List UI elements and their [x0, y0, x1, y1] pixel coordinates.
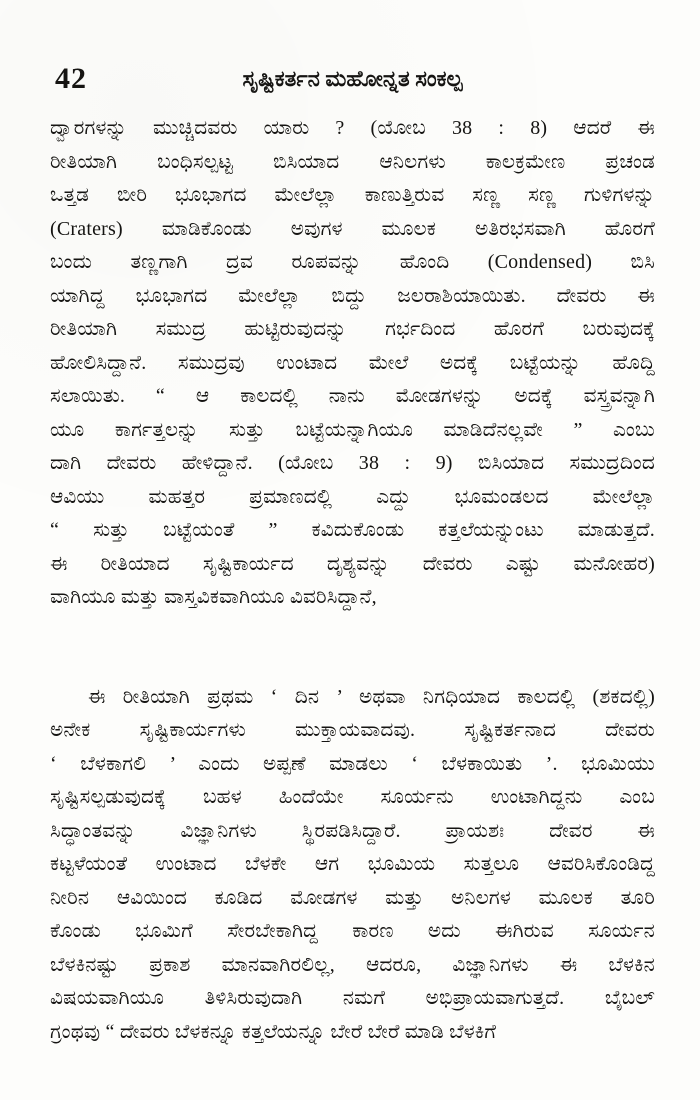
- page-number: 42: [55, 62, 87, 95]
- text-line: ದ್ವಾರಗಳನ್ನು ಮುಚ್ಚಿದವರು ಯಾರು ? (ಯೋಬ 38 : 8) ಆದರೆ ಈ: [50, 117, 655, 139]
- text-line: ರೀತಿಯಾಗಿ ಬಂಧಿಸಲ್ಪಟ್ಟ ಬಿಸಿಯಾದ ಆನಿಲಗಳು ಕಾಲಕ್ರಮೇಣ ಪ್ರಚಂಡ: [50, 150, 655, 173]
- text-line: ಗ್ರಂಥವು “ ದೇವರು ಬೆಳಕನ್ನೂ ಕತ್ತಲೆಯನ್ನೂ ಬೇರೆ ಬೇರೆ ಮಾಡಿ ಬೆಳಕಿಗೆ: [50, 1020, 497, 1043]
- text-line: “ ಸುತ್ತು ಬಟ್ಟೆಯಂತೆ ” ಕವಿದುಕೊಂಡು ಕತ್ತಲೆಯನ್ನುಂಟು ಮಾಡುತ್ತದೆ.: [50, 519, 655, 541]
- text-line: ವಾಗಿಯೂ ಮತ್ತು ವಾಸ್ತವಿಕವಾಗಿಯೂ ವಿವರಿಸಿದ್ದಾನೆ,: [50, 586, 377, 608]
- text-line: ನೀರಿನ ಆವಿಯಿಂದ ಕೂಡಿದ ಮೋಡಗಳ ಮತ್ತು ಅನಿಲಗಳ ಮೂಲಕ ತೂರಿ: [50, 886, 655, 909]
- text-line: (Craters) ಮಾಡಿಕೊಂಡು ಅವುಗಳ ಮೂಲಕ ಅತಿರಭಸವಾಗಿ ಹೊರಗೆ: [50, 217, 655, 240]
- text-line: ಆವಿಯು ಮಹತ್ತರ ಪ್ರಮಾಣದಲ್ಲಿ ಎದ್ದು ಭೂಮಂಡಲದ ಮೇಲೆಲ್ಲಾ: [50, 485, 655, 508]
- text-line: ಸೃಷ್ಟಿಸಲ್ಪಡುವುದಕ್ಕೆ ಬಹಳ ಹಿಂದೆಯೇ ಸೂರ್ಯನು ಉಂಟಾಗಿದ್ದನು ಎಂಬ: [50, 786, 655, 808]
- text-line: ರೀತಿಯಾಗಿ ಸಮುದ್ರ ಹುಟ್ಟಿರುವುದನ್ನು ಗರ್ಭದಿಂದ ಹೊರಗೆ ಬರುವುದಕ್ಕೆ: [50, 318, 655, 340]
- text-line: ಸಲಾಯಿತು. “ ಆ ಕಾಲದಲ್ಲಿ ನಾನು ಮೋಡಗಳನ್ನು ಅದಕ್ಕೆ ವಸ್ತ್ರವನ್ನಾಗಿ: [50, 385, 655, 407]
- text-line: ಬಂದು ತಣ್ಣಗಾಗಿ ದ್ರವ ರೂಪವನ್ನು ಹೊಂದಿ (Condensed) ಬಿಸಿ: [50, 251, 655, 273]
- text-line: ಸಿದ್ಧಾಂತವನ್ನು ವಿಜ್ಞಾನಿಗಳು ಸ್ಥಿರಪಡಿಸಿದ್ದಾರೆ. ಪ್ರಾಯಶಃ ದೇವರ ಈ: [50, 819, 655, 842]
- text-line: ಕೊಂಡು ಭೂಮಿಗೆ ಸೇರಬೇಕಾಗಿದ್ದ ಕಾರಣ ಅದು ಈಗಿರುವ ಸೂರ್ಯನ: [50, 920, 655, 942]
- page-title: ಸೃಷ್ಟಿಕರ್ತನ ಮಹೋನ್ನತ ಸಂಕಲ್ಪ: [242, 66, 463, 91]
- text-line: ಯಾಗಿದ್ದ ಭೂಭಾಗದ ಮೇಲೆಲ್ಲಾ ಬಿದ್ದು ಜಲರಾಶಿಯಾಯಿತು. ದೇವರು ಈ: [50, 284, 655, 307]
- text-line: ‘ ಬೆಳಕಾಗಲಿ ’ ಎಂದು ಅಪ್ಪಣೆ ಮಾಡಲು ‘ ಬೆಳಕಾಯಿತು ’. ಭೂಮಿಯು: [50, 752, 655, 775]
- text-line: ಈ ರೀತಿಯಾಗಿ ಪ್ರಥಮ ‘ ದಿನ ’ ಅಥವಾ ನಿಗಧಿಯಾದ ಕಾಲದಲ್ಲಿ (ಶಕದಲ್ಲಿ): [88, 685, 655, 708]
- text-line: ಕಟ್ಟಳೆಯಂತೆ ಉಂಟಾದ ಬೆಳಕೇ ಆಗ ಭೂಮಿಯ ಸುತ್ತಲೂ ಆವರಿಸಿಕೊಂಡಿದ್ದ: [50, 853, 655, 875]
- text-line: ಬೆಳಕಿನಷ್ಟು ಪ್ರಕಾಶ ಮಾನವಾಗಿರಲಿಲ್ಲ, ಆದರೂ, ವಿಜ್ಞಾನಿಗಳು ಈ ಬೆಳಕಿನ: [50, 953, 655, 976]
- page-header: [0, 0, 700, 106]
- text-line: ಹೋಲಿಸಿದ್ದಾನೆ. ಸಮುದ್ರವು ಉಂಟಾದ ಮೇಲೆ ಅದಕ್ಕೆ ಬಟ್ಟೆಯನ್ನು ಹೊದ್ದಿ: [50, 351, 655, 374]
- text-line: ಅನೇಕ ಸೃಷ್ಟಿಕಾರ್ಯಗಳು ಮುಕ್ತಾಯವಾದವು. ಸೃಷ್ಟಿಕರ್ತನಾದ ದೇವರು: [50, 719, 655, 741]
- text-line: ಒತ್ತಡ ಬೀರಿ ಭೂಭಾಗದ ಮೇಲೆಲ್ಲಾ ಕಾಣುತ್ತಿರುವ ಸಣ್ಣ ಸಣ್ಣ ಗುಳಿಗಳನ್ನು: [50, 184, 655, 206]
- paragraph: [50, 681, 655, 1050]
- text-line: ಯೂ ಕಾರ್ಗತ್ತಲನ್ನು ಸುತ್ತು ಬಟ್ಟೆಯನ್ನಾಗಿಯೂ ಮಾಡಿದೆನಲ್ಲವೇ ” ಎಂಬು: [50, 418, 655, 441]
- text-line: ದಾಗಿ ದೇವರು ಹೇಳಿದ್ದಾನೆ. (ಯೋಬ 38 : 9) ಬಿಸಿಯಾದ ಸಮುದ್ರದಿಂದ: [50, 452, 655, 474]
- text-line: ಈ ರೀತಿಯಾದ ಸೃಷ್ಟಿಕಾರ್ಯದ ದೃಶ್ಯವನ್ನು ದೇವರು ಎಷ್ಟು ಮನೋಹರ): [50, 552, 655, 575]
- body-text: [50, 112, 655, 1049]
- text-line: ವಿಷಯವಾಗಿಯೂ ತಿಳಿಸಿರುವುದಾಗಿ ನಮಗೆ ಅಭಿಪ್ರಾಯವಾಗುತ್ತದೆ. ಬೈಬಲ್: [50, 987, 655, 1009]
- paragraph: [50, 112, 655, 615]
